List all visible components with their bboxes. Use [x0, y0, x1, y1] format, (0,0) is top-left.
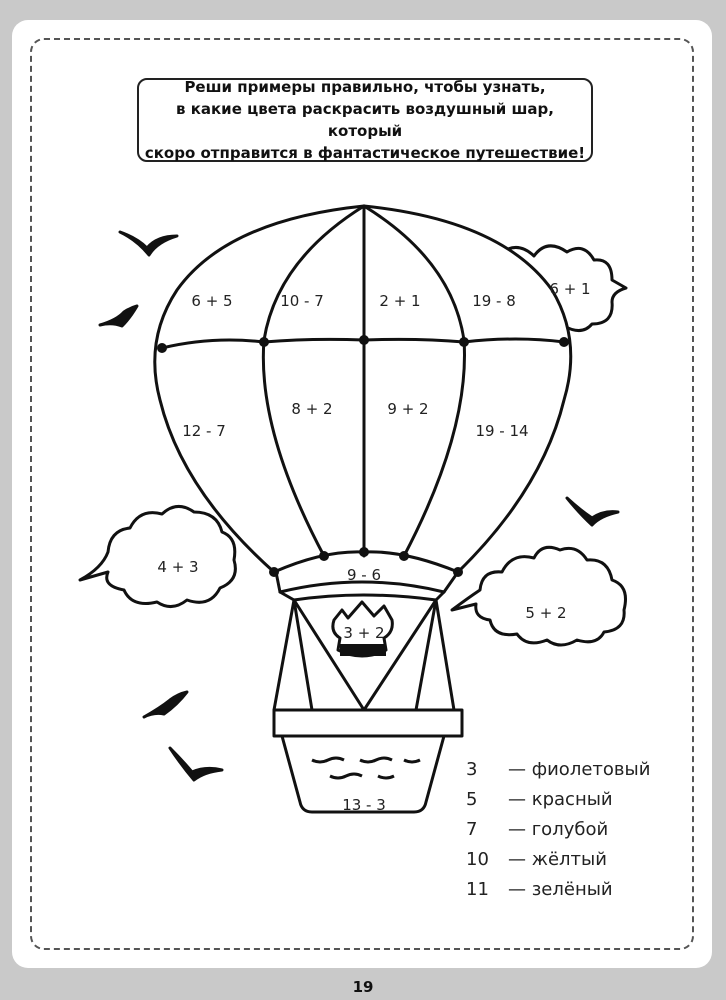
- example-cloud-top-right: 6 + 1: [549, 280, 591, 298]
- basket-rim: [274, 710, 462, 736]
- example-middle-2: 8 + 2: [291, 400, 333, 418]
- legend-number: 5: [466, 789, 478, 810]
- bird-icon: [100, 306, 137, 326]
- worksheet-page: [12, 20, 712, 968]
- instruction-line-3: скоро отправится в фантастическое путешествие!: [144, 144, 586, 162]
- legend-number: 7: [466, 819, 478, 840]
- legend-color: — зелёный: [508, 879, 613, 900]
- example-top-2: 10 - 7: [280, 292, 324, 310]
- instruction-line-1: Реши примеры правильно, чтобы узнать,: [184, 78, 546, 96]
- bird-icon: [144, 692, 187, 717]
- legend-number: 10: [466, 849, 489, 870]
- legend-color: — голубой: [508, 819, 609, 840]
- legend-row: [466, 815, 650, 845]
- legend-number: 3: [466, 759, 478, 780]
- legend-color: — фиолетовый: [508, 759, 651, 780]
- legend-row: [466, 785, 650, 815]
- color-legend: [466, 755, 650, 905]
- bird-icon: [567, 498, 618, 525]
- example-crown: 3 + 2: [343, 624, 385, 642]
- page-number: 19: [352, 978, 374, 996]
- legend-row: [466, 755, 650, 785]
- cloud-icon: [452, 547, 626, 645]
- example-top-3: 2 + 1: [379, 292, 421, 310]
- cloud-icon: [80, 506, 235, 606]
- example-top-4: 19 - 8: [472, 292, 516, 310]
- legend-number: 11: [466, 879, 489, 900]
- example-middle-1: 12 - 7: [182, 422, 226, 440]
- legend-row: [466, 875, 650, 905]
- example-top-1: 6 + 5: [191, 292, 233, 310]
- example-middle-3: 9 + 2: [387, 400, 429, 418]
- example-cloud-left: 4 + 3: [157, 558, 199, 576]
- bird-icon: [120, 232, 177, 255]
- example-basket: 13 - 3: [342, 796, 386, 814]
- example-cloud-right: 5 + 2: [525, 604, 567, 622]
- example-band: 9 - 6: [346, 566, 382, 584]
- bird-icon: [170, 748, 222, 780]
- instruction-line-2: в какие цвета раскрасить воздушный шар, который: [175, 100, 554, 140]
- example-middle-4: 19 - 14: [475, 422, 529, 440]
- legend-row: [466, 845, 650, 875]
- legend-color: — красный: [508, 789, 613, 810]
- crown-band: [340, 644, 386, 656]
- legend-color: — жёлтый: [508, 849, 607, 870]
